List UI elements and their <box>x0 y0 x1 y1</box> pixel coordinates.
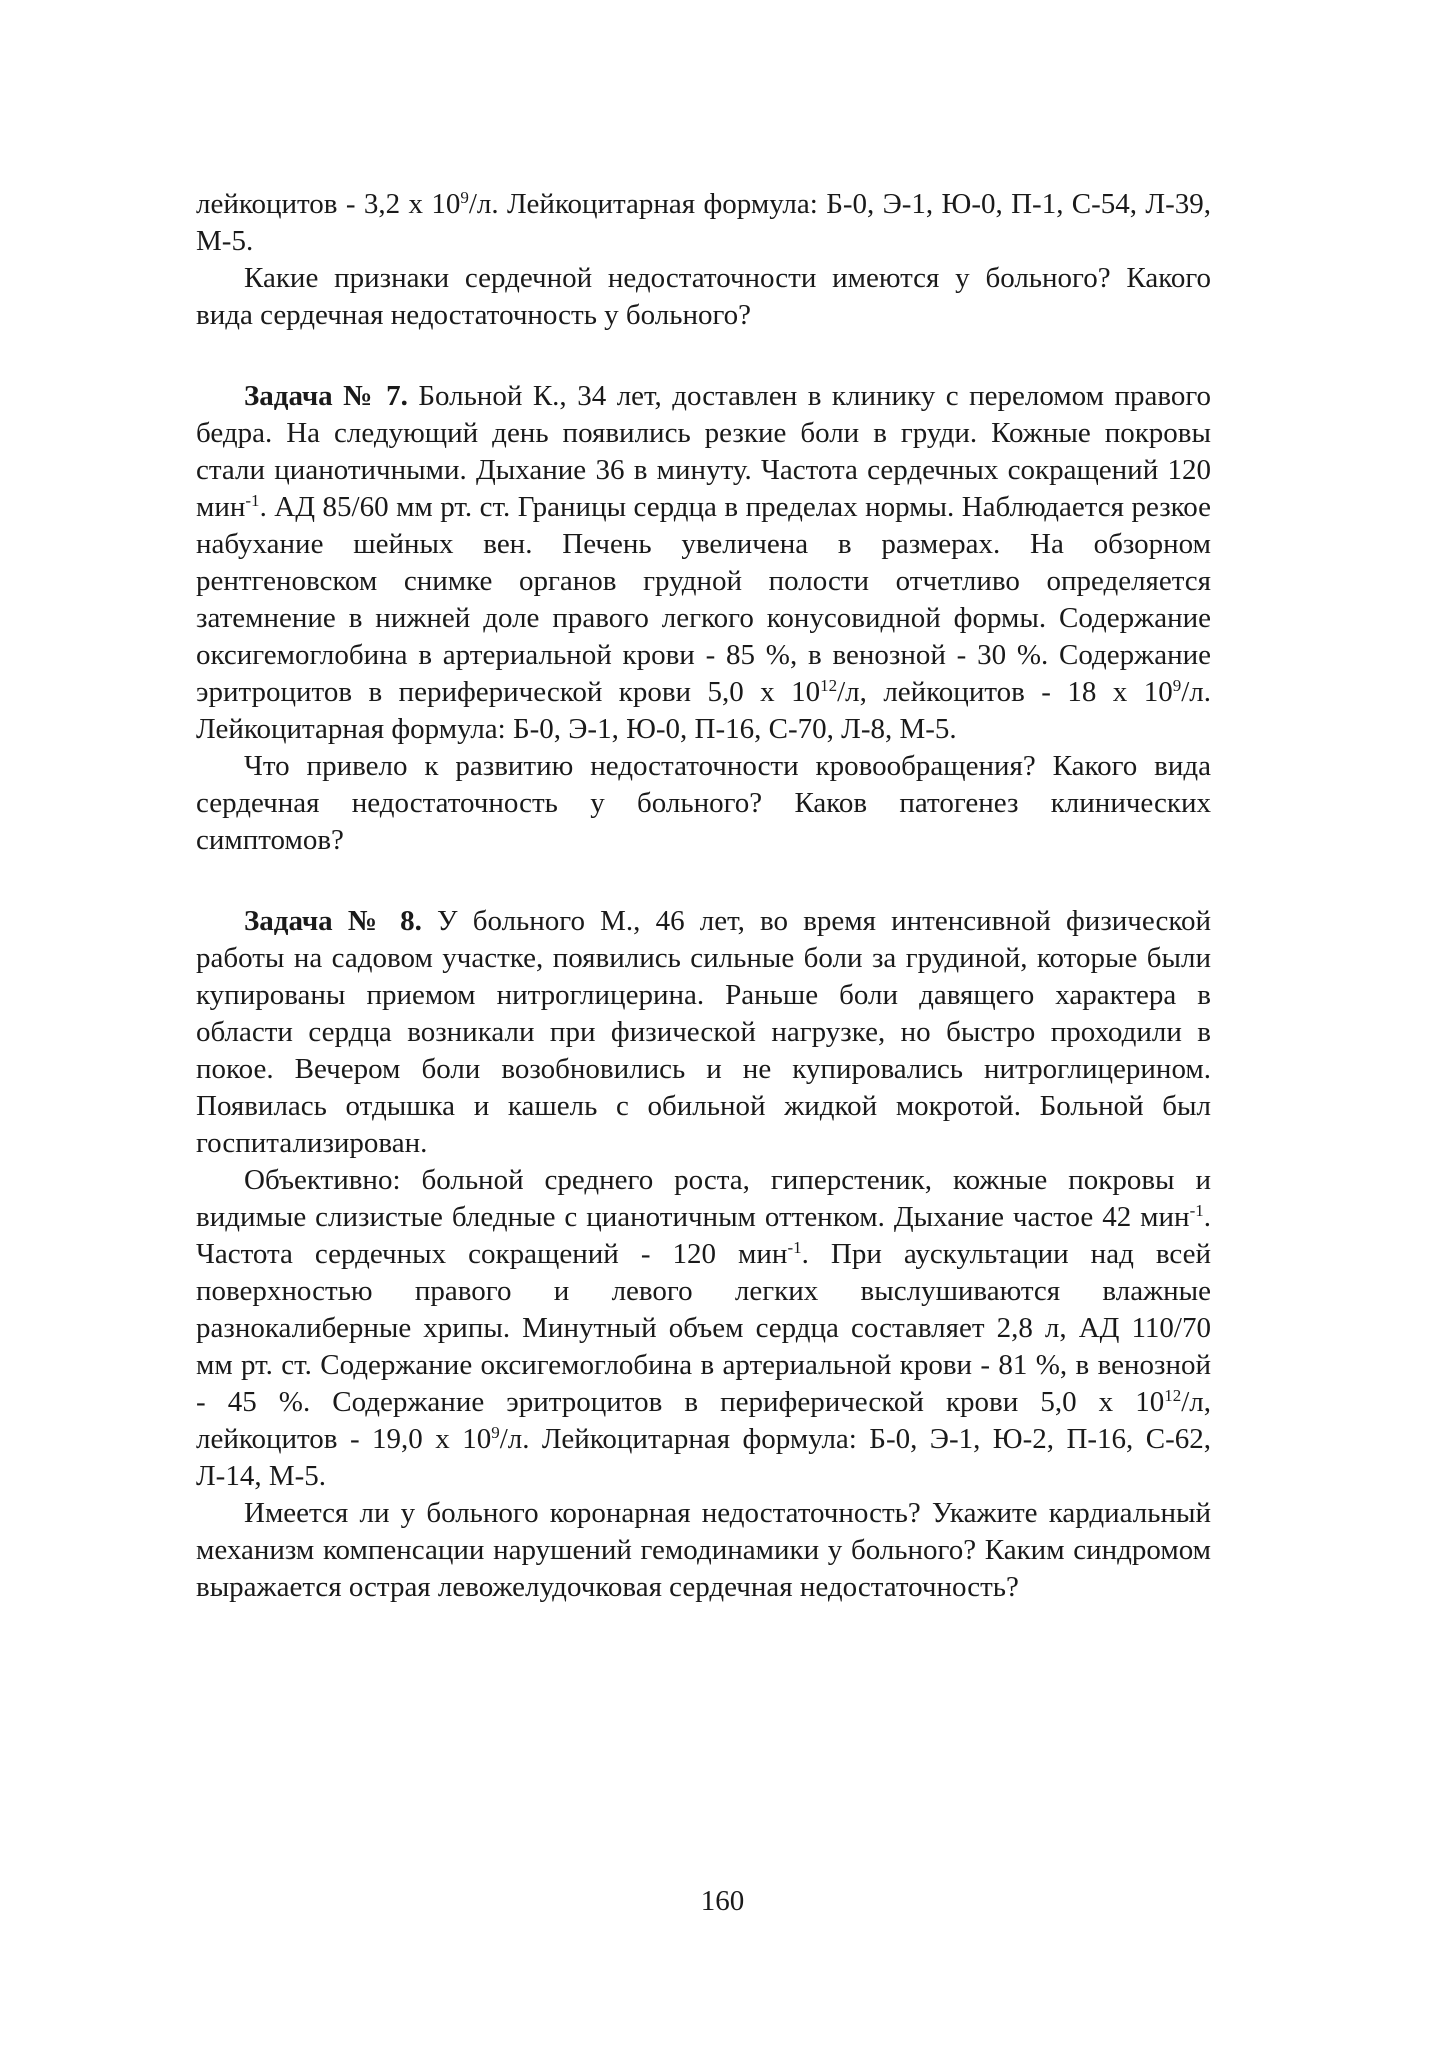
page-number: 160 <box>700 1885 745 1917</box>
task-7-label: Задача № 7. <box>244 380 408 412</box>
task-7-question: Что привело к развитию недостаточности кровообращения? Какого вида сердечная недостаточность у больного? Каков патогенез клинических симптомов? <box>196 750 1211 856</box>
task-8-question: Имеется ли у больного коронарная недостаточность? Укажите кардиальный механизм компенсации нарушений гемодинамики у больного? Каким синдромом выражается острая левожелудочковая сердечная недостаточность? <box>196 1497 1211 1603</box>
task-7-paragraph: Задача № 7. Больной К., 34 лет, доставлен в клинику с переломом правого бедра. На следующий день появились резкие боли в груди. Кожные покровы стали цианотичными. Дыхание 36 в минуту. Частота сердечных сокращений 120 мин$^{-1}$. АД 85/60 мм рт. ст. Границы сердца в пределах нормы. Наблюдается резкое набухание шейных вен. Печень увеличена в размерах. На обзорном рентгеновском снимке органов грудной полости отчетливо определяется затемнение в нижней доле правого легкого конусовидной формы. Содержание оксигемоглобина в артериальной крови - 85 %, в венозной - 30 %. Содержание эритроцитов в периферической крови 5,0 х $10^{12}/л$, лейкоцитов - 18 х $10^9/л$. Лейкоцитарная формула: Б-0, Э-1, Ю-0, П-16, С-70, Л-8, М-5. <box>196 380 1211 745</box>
task-8-objective: Объективно: больной среднего роста, гиперстеник, кожные покровы и видимые слизистые бледные с цианотичным оттенком. Дыхание частое 42 мин$^{-1}$. Частота сердечных сокращений - 120 мин$^{-1}$. При аускультации над всей поверхностью правого и левого легких выслушиваются влажные разнокалиберные хрипы. Минутный объем сердца составляет 2,8 л, АД 110/70 мм рт. ст. Содержание оксигемоглобина в артериальной крови - 81 %, в венозной - 45 %. Содержание эритроцитов в периферической крови 5,0 х $10^{12}/л$, лейкоцитов - 19,0 х $10^9/л$. Лейкоцитарная формула: Б-0, Э-1, Ю-2, П-16, С-62, Л-14, М-5. <box>196 1164 1212 1492</box>
continuation-paragraph: лейкоцитов - 3,2 х $10^9/л$. Лейкоцитарная формула: Б-0, Э-1, Ю-0, П-1, С-54, Л-39, М-5. <box>196 188 1211 257</box>
page-content <box>196 186 1211 1606</box>
continuation-question: Какие признаки сердечной недостаточности имеются у больного? Какого вида сердечная недостаточность у больного? <box>196 262 1211 331</box>
task-8-label: Задача № 8. <box>244 905 422 937</box>
task-8-paragraph: Задача № 8. У больного М., 46 лет, во время интенсивной физической работы на садовом участке, появились сильные боли за грудиной, которые были купированы приемом нитроглицерина. Раньше боли давящего характера в области сердца возникали при физической нагрузке, но быстро проходили в покое. Вечером боли возобновились и не купировались нитроглицерином. Появилась отдышка и кашель с обильной жидкой мокротой. Больной был госпитализирован. <box>196 905 1211 1159</box>
